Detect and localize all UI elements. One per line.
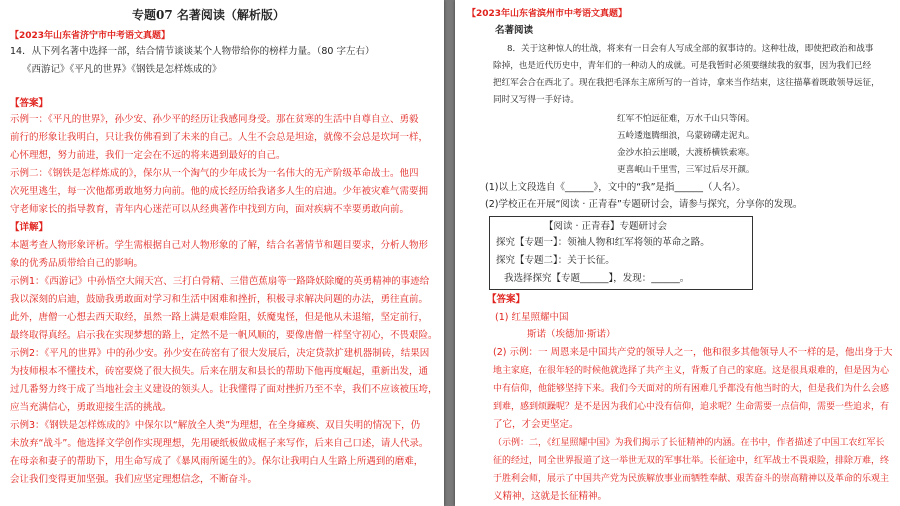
- analysis-line: 未放弃“战斗”。他选择文学创作实现理想，先用硬纸板做成框子来写作，后来自己口述，请人代录。: [10, 438, 429, 449]
- answer-line: 中有信仰，他能够坚持下来。我们今天面对的所有困难几乎都没有他当时的大，但是我们为什么会感: [493, 384, 890, 394]
- passage-line: 除掉，也是近代历史中，青年们的一种动人的成就。可是我暂时必须要继续我的叙事，因为我们已经: [493, 61, 872, 71]
- section-heading: 名著阅读: [495, 25, 534, 36]
- question-2: (2)学校正在开展“阅读 · 正青春”专题研讨会，请参与探究，分享你的发现。: [485, 199, 803, 210]
- analysis-line: 为技师根本不懂技术，砖窑要烧了很大损失。后来在朋友和县长的帮助下他再度崛起，重新出发，通: [10, 366, 429, 377]
- analysis-line: 示例1：《西游记》中孙悟空大闹天宫、三打白骨精、三借芭蕉扇等一路降妖除魔的英勇精神的事迹给: [10, 276, 430, 287]
- answer-heading: 【答案】: [10, 98, 49, 109]
- right-document-page: [455, 0, 900, 506]
- poem-line: 更喜岷山千里雪，三军过后尽开颜。: [617, 165, 755, 175]
- book-options: 《西游记》《平凡的世界》《钢铁是怎样炼成的》: [22, 64, 222, 75]
- analysis-heading: 【详解】: [10, 222, 49, 233]
- passage-line: 同时又写得一手好诗。: [493, 95, 579, 105]
- poem-line: 金沙水拍云崖暖，大渡桥横铁索寒。: [617, 148, 755, 158]
- box-topic-2: 探究【专题二】：关于长征。: [496, 255, 615, 266]
- answer-line: 守老师家长的指导教育，青年内心迷茫可以从经典著作中找到方向，面对疾病不幸要勇敢向前。: [10, 204, 410, 215]
- analysis-line: 示例3：《钢铁是怎样炼成的》中保尔以“解放全人类”为理想，在全身瘫痪、双目失明的情况下，仍: [10, 420, 421, 431]
- answer-line: （示例：二，《红星照耀中国》为我们揭示了长征精神的内涵。在书中，作者描述了中国工农红军长: [493, 438, 885, 448]
- analysis-line: 示例2：《平凡的世界》中的孙少安。孙少安在砖窑有了很大发展后，决定贷款扩建机器制砖，结果因: [10, 348, 430, 359]
- analysis-line: 过几番努力终于成了当地社会主义建设的领头人。让我懂得了面对挫折乃至不幸，我们不应该被压垮，: [10, 384, 438, 395]
- answer-line: 示例一：《平凡的世界》，孙少安、孙少平的经历让我感同身受。那在贫寒的生活中自尊自立、勇毅: [10, 114, 419, 125]
- answer-1: (1) 红星照耀中国: [495, 312, 569, 323]
- analysis-line: 我以深刻的启迪，鼓励我勇敢面对学习和生活中困难和挫折，积极寻求解决问题的办法，勇往直前。: [10, 294, 429, 305]
- exam-source-label: 【2023年山东省滨州市中考语文真题】: [467, 9, 628, 19]
- document-title: 专题07 名著阅读（解析版）: [132, 8, 285, 22]
- analysis-line: 在母亲和妻子的帮助下，用生命写成了《暴风雨所诞生的》。保尔让我明白人生路上所遇到的磨难，: [10, 456, 424, 467]
- answer-1-author: 斯诺（埃德加·斯诺）: [527, 329, 616, 340]
- analysis-line: 此外，唐僧一心想去西天取经，虽然一路上满是艰难险阻，妖魔鬼怪，但是他从未退缩，坚定前行，: [10, 312, 429, 323]
- analysis-line: 会让我们变得更加坚强。我们应坚定理想信念，不断奋斗。: [10, 474, 258, 485]
- answer-line: 地主家庭，在很年轻的时候他就选择了共产主义，背叛了自己的家庭。这是很具艰难的，但是因为心: [493, 366, 890, 376]
- box-choice-line: 我选择探究【专题______】，发现：______。: [504, 273, 690, 284]
- exam-source-label: 【2023年山东省济宁市中考语文真题】: [10, 31, 171, 41]
- passage-line: 8．关于这种惊人的壮战，将来有一日会有人写成全部的叙事诗的。这种壮战，即使把政治和战事: [507, 44, 874, 54]
- analysis-line: 象的优秀品质带给自己的影响。: [10, 258, 144, 269]
- answer-line: 心怀理想，努力前进，我们一定会在不远的将来遇到最好的自己。: [10, 150, 286, 161]
- answer-line: 次死里逃生，每一次他都勇敢地努力向前。他的成长经历给我诸多人生的启迪。少年被灾难气需要拥: [10, 186, 429, 197]
- answer-line: (2) 示例：一 周恩来是中国共产党的领导人之一，他和很多其他领导人不一样的是，他出身于大: [493, 347, 893, 358]
- analysis-line: 本题考查人物形象评析。学生需根据自己对人物形象的了解，结合名著情节和题目要求，分析人物形: [10, 240, 429, 251]
- answer-heading: 【答案】: [487, 294, 526, 305]
- answer-line: 到难，感到烦躁呢？是不是因为我们心中没有信仰，追求呢？生命需要一点信仰，需要一些追求，有: [493, 402, 890, 412]
- left-document-page: [0, 0, 444, 506]
- passage-line: 把红军会合在西北了。现在我把毛泽东主席所写的一首诗，拿来当作结束，这往描摹着既敢领导远征，: [493, 78, 880, 88]
- analysis-line: 最终取得真经。启示我在实现梦想的路上，定然不是一帆风顺的，要像唐僧一样坚守初心，不畏艰险。: [10, 330, 438, 341]
- question-text: 14．从下列名著中选择一部，结合情节谈谈某个人物带给你的榜样力量。（80 字左右）: [10, 46, 375, 57]
- answer-line: 示例二：《钢铁是怎样炼成的》，保尔从一个淘气的少年成长为一名伟大的无产阶级革命战士。他四: [10, 168, 419, 179]
- poem-line: 五岭逶迤腾细浪，乌蒙磅礴走泥丸。: [617, 131, 755, 141]
- answer-line: 了它，才会更坚定。: [493, 419, 579, 430]
- answer-line: 前行的形象让我明白，只让我仿佛看到了未来的自己。人生不会总是坦途，就像不会总是坎坷一样，: [10, 132, 429, 143]
- discussion-box: [489, 216, 753, 290]
- analysis-line: 应当充满信心，勇敢迎接生活的挑战。: [10, 402, 172, 413]
- poem-line: 红军不怕远征难，万水千山只等闲。: [617, 114, 755, 124]
- question-1: (1)以上文段选自《______》，文中的“我”是指______（人名）。: [485, 182, 746, 193]
- answer-line: 征的经过，同全世界报道了这一举世无双的军事壮举。长征途中，红军战士不畏艰险，排除万难，终: [493, 456, 890, 466]
- answer-line: 义精神，这就是长征精神。: [493, 491, 608, 502]
- box-topic-1: 探究【专题一】：领袖人物和红军将领的革命之路。: [496, 237, 710, 248]
- box-title: 【阅读 · 正青春】专题研讨会: [544, 221, 668, 232]
- answer-line: 于胜利会师，展示了中国共产党为民族解放事业而牺牲奉献、艰苦奋斗的崇高精神以及革命的乐观主: [493, 474, 890, 484]
